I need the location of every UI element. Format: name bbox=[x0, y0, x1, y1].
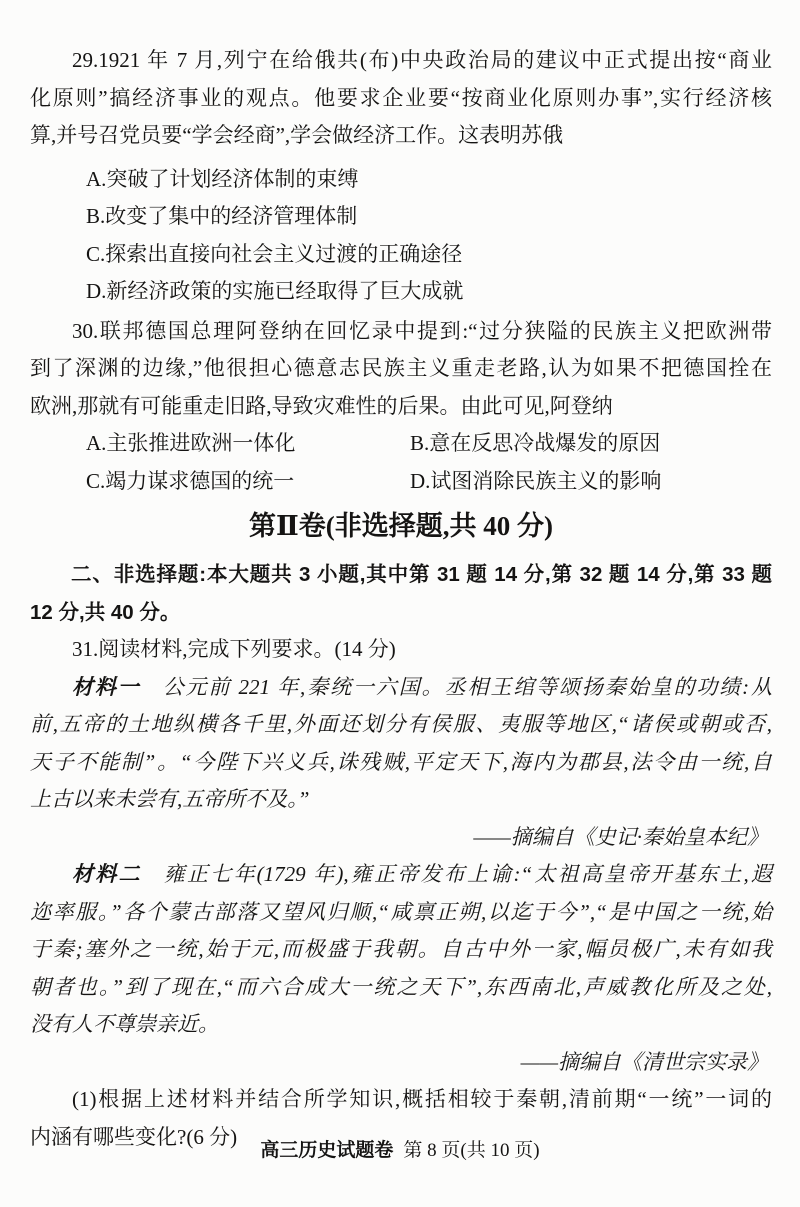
question-31-material-1 bbox=[30, 669, 772, 857]
question-29-line: 29.1921 年 7 月,列宁在给俄共(布)中央政治局的建议中正式提出按“商业 bbox=[72, 48, 772, 72]
material-2-line: 朝者也。”到了现在,“而六合成大一统之天下”,东西南北,声威教化所及之处, bbox=[30, 974, 772, 999]
material-2-text: 雍正七年(1729 年),雍正帝发布上谕:“太祖高皇帝开基东土,遐 bbox=[163, 862, 772, 886]
question-29-line: 算,并号召党员要“学会经商”,学会做经济工作。这表明苏俄 bbox=[30, 123, 564, 147]
question-29-option-d: D.新经济政策的实施已经取得了巨大成就 bbox=[86, 279, 464, 303]
question-30-option-b: B.意在反思冷战爆发的原因 bbox=[410, 431, 661, 455]
question-30-options-row bbox=[30, 463, 772, 501]
question-30-option-c: C.竭力谋求德国的统一 bbox=[86, 468, 295, 493]
footer-page-number: 第 8 页(共 10 页) bbox=[403, 1140, 540, 1161]
question-29-option-c: C.探索出直接向社会主义过渡的正确途径 bbox=[86, 241, 463, 266]
material-1-label: 材料一 bbox=[72, 674, 141, 699]
question-29 bbox=[30, 42, 772, 155]
question-30-option-d: D.试图消除民族主义的影响 bbox=[410, 468, 662, 493]
question-29-line: 化原则”搞经济事业的观点。他要求企业要“按商业化原则办事”,实行经济核 bbox=[30, 85, 772, 110]
material-1-source: ——摘编自《史记·秦始皇本纪》 bbox=[473, 824, 768, 849]
material-2-first-line bbox=[30, 856, 772, 894]
section-2-intro bbox=[30, 556, 772, 631]
material-2-line: 于秦;塞外之一统,始于元,而极盛于我朝。自古中外一家,幅员极广,未有如我 bbox=[30, 937, 772, 961]
question-29-options bbox=[30, 161, 772, 311]
section-2-intro-line: 二、非选择题:本大题共 3 小题,其中第 31 题 14 分,第 32 题 14 分,第 33 题 bbox=[71, 563, 772, 586]
material-1-line: 天子不能制”。“今陛下兴义兵,诛残贼,平定天下,海内为郡县,法令由一统,自 bbox=[30, 749, 772, 774]
question-29-option-b: B.改变了集中的经济管理体制 bbox=[86, 204, 358, 228]
material-2-source: ——摘编自《清世宗实录》 bbox=[520, 1049, 768, 1074]
question-30-line: 欧洲,那就有可能重走旧路,导致灾难性的后果。由此可见,阿登纳 bbox=[30, 393, 613, 418]
material-1-first-line bbox=[30, 669, 772, 707]
question-30-options-row bbox=[30, 425, 772, 463]
page-footer bbox=[0, 1136, 800, 1166]
sub-question-1-line: (1)根据上述材料并结合所学知识,概括相较于秦朝,清前期“一统”一词的 bbox=[72, 1087, 772, 1111]
section-2-heading: 第Ⅱ卷(非选择题,共 40 分) bbox=[249, 511, 553, 541]
footer-exam-title: 高三历史试题卷 bbox=[260, 1140, 394, 1161]
question-30-line: 到了深渊的边缘,”他很担心德意志民族主义重走老路,认为如果不把德国拴在 bbox=[30, 356, 772, 380]
question-29-option-a: A.突破了计划经济体制的束缚 bbox=[86, 166, 359, 191]
question-31-material-2 bbox=[30, 856, 772, 1081]
question-31 bbox=[30, 631, 772, 1156]
question-30-options bbox=[30, 425, 772, 500]
material-1-text: 公元前 221 年,秦统一六国。丞相王绾等颂扬秦始皇的功绩:从 bbox=[162, 674, 772, 699]
material-1-line: 上古以来未尝有,五帝所不及。” bbox=[30, 787, 310, 811]
question-30 bbox=[30, 313, 772, 426]
material-2-label: 材料二 bbox=[72, 862, 142, 886]
section-2-intro-line: 12 分,共 40 分。 bbox=[30, 600, 181, 624]
question-30-line: 30.联邦德国总理阿登纳在回忆录中提到:“过分狭隘的民族主义把欧洲带 bbox=[72, 318, 772, 343]
sub-question-1-line: 内涵有哪些变化?(6 分) bbox=[30, 1124, 238, 1149]
material-1-line: 前,五帝的土地纵横各千里,外面还划分有侯服、夷服等地区,“诸侯或朝或否, bbox=[30, 712, 772, 736]
material-2-line: 迩率服。”各个蒙古部落又望风归顺,“咸禀正朔,以迄于今”,“是中国之一统,始 bbox=[30, 899, 772, 924]
material-2-line: 没有人不尊崇亲近。 bbox=[30, 1012, 219, 1036]
question-30-option-a: A.主张推进欧洲一体化 bbox=[86, 431, 296, 455]
question-31-lead: 31.阅读材料,完成下列要求。(14 分) bbox=[72, 637, 396, 661]
